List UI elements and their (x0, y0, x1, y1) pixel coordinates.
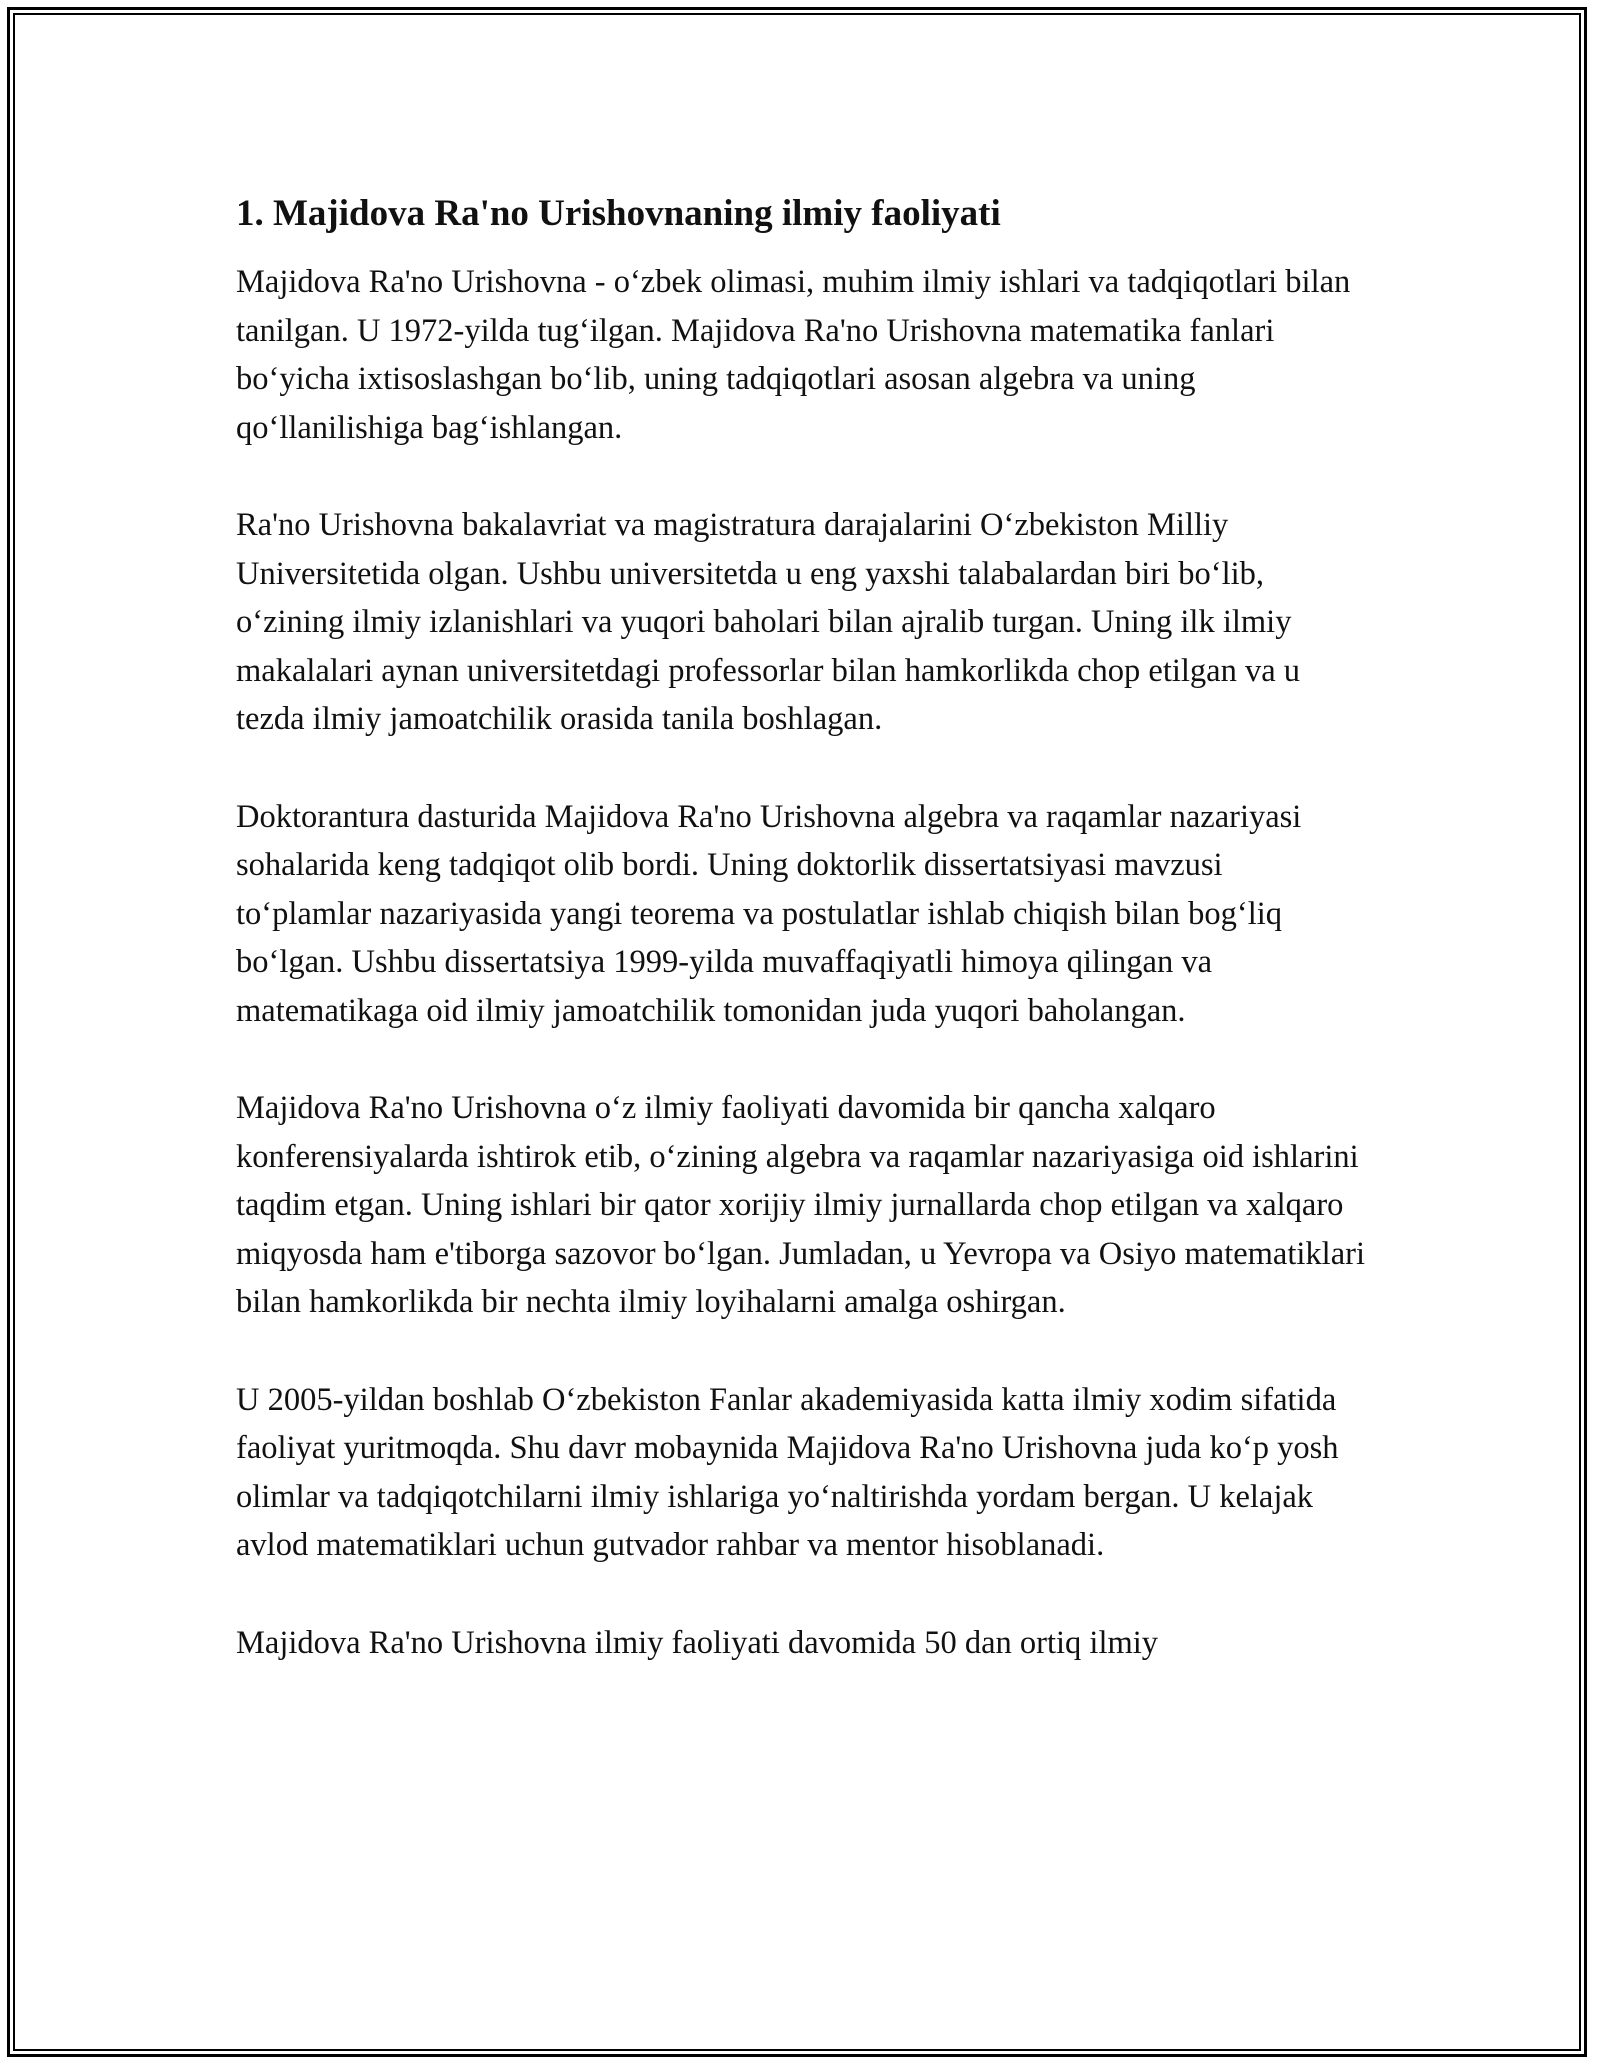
paragraph-6: Majidova Ra'no Urishovna ilmiy faoliyati davomida 50 dan ortiq ilmiy (236, 1624, 1159, 1661)
paragraph-3: Doktorantura dasturida Majidova Ra'no Urishovna algebra va raqamlar nazariyasi sohalarida keng tadqiqot olib bordi. Uning doktorlik dissertatsiyasi mavzusi to‘plamlar nazariyasida yangi teorema va postulatlar ishlab chiqish bilan bog‘liq bo‘lgan. Ushbu dissertatsiya 1999-yilda muvaffaqiyatli himoya qilingan va matematikaga oid ilmiy jamoatchilik tomonidan juda yuqori baholangan. (236, 798, 1302, 1029)
paragraph-2: Ra'no Urishovna bakalavriat va magistratura darajalarini O‘zbekiston Milliy Universitetida olgan. Ushbu universitetda u eng yaxshi talabalardan biri bo‘lib, o‘zining ilmiy izlanishlari va yuqori baholari bilan ajralib turgan. Uning ilk ilmiy makalalari aynan universitetdagi professorlar bilan hamkorlikda chop etilgan va u tezda ilmiy jamoatchilik orasida tanila boshlagan. (236, 506, 1301, 738)
paragraph-5: U 2005-yildan boshlab O‘zbekiston Fanlar akademiyasida katta ilmiy xodim sifatida faoliyat yuritmoqda. Shu davr mobaynida Majidova Ra'no Urishovna juda ko‘p yosh olimlar va tadqiqotchilarni ilmiy ishlariga yo‘naltirishda yordam bergan. U kelajak avlod matematiklari uchun gutvador rahbar va mentor hisoblanadi. (236, 1381, 1339, 1564)
section-heading: 1. Majidova Ra'no Urishovnaning ilmiy faoliyati (236, 193, 1001, 234)
document-body (236, 186, 1366, 1716)
paragraph-1: Majidova Ra'no Urishovna - o‘zbek olimasi, muhim ilmiy ishlari va tadqiqotlari bilan tanilgan. U 1972-yilda tug‘ilgan. Majidova Ra'no Urishovna matematika fanlari bo‘yicha ixtisoslashgan bo‘lib, uning tadqiqotlari asosan algebra va uning qo‘llanilishiga bag‘ishlangan. (236, 264, 1351, 446)
paragraph-4: Majidova Ra'no Urishovna o‘z ilmiy faoliyati davomida bir qancha xalqaro konferensiyalarda ishtirok etib, o‘zining algebra va raqamlar nazariyasiga oid ishlarini taqdim etgan. Uning ishlari bir qator xorijiy ilmiy jurnallarda chop etilgan va xalqaro miqyosda ham e'tiborga sazovor bo‘lgan. Jumladan, u Yevropa va Osiyo matematiklari bilan hamkorlikda bir nechta ilmiy loyihalarni amalga oshirgan. (236, 1090, 1365, 1321)
